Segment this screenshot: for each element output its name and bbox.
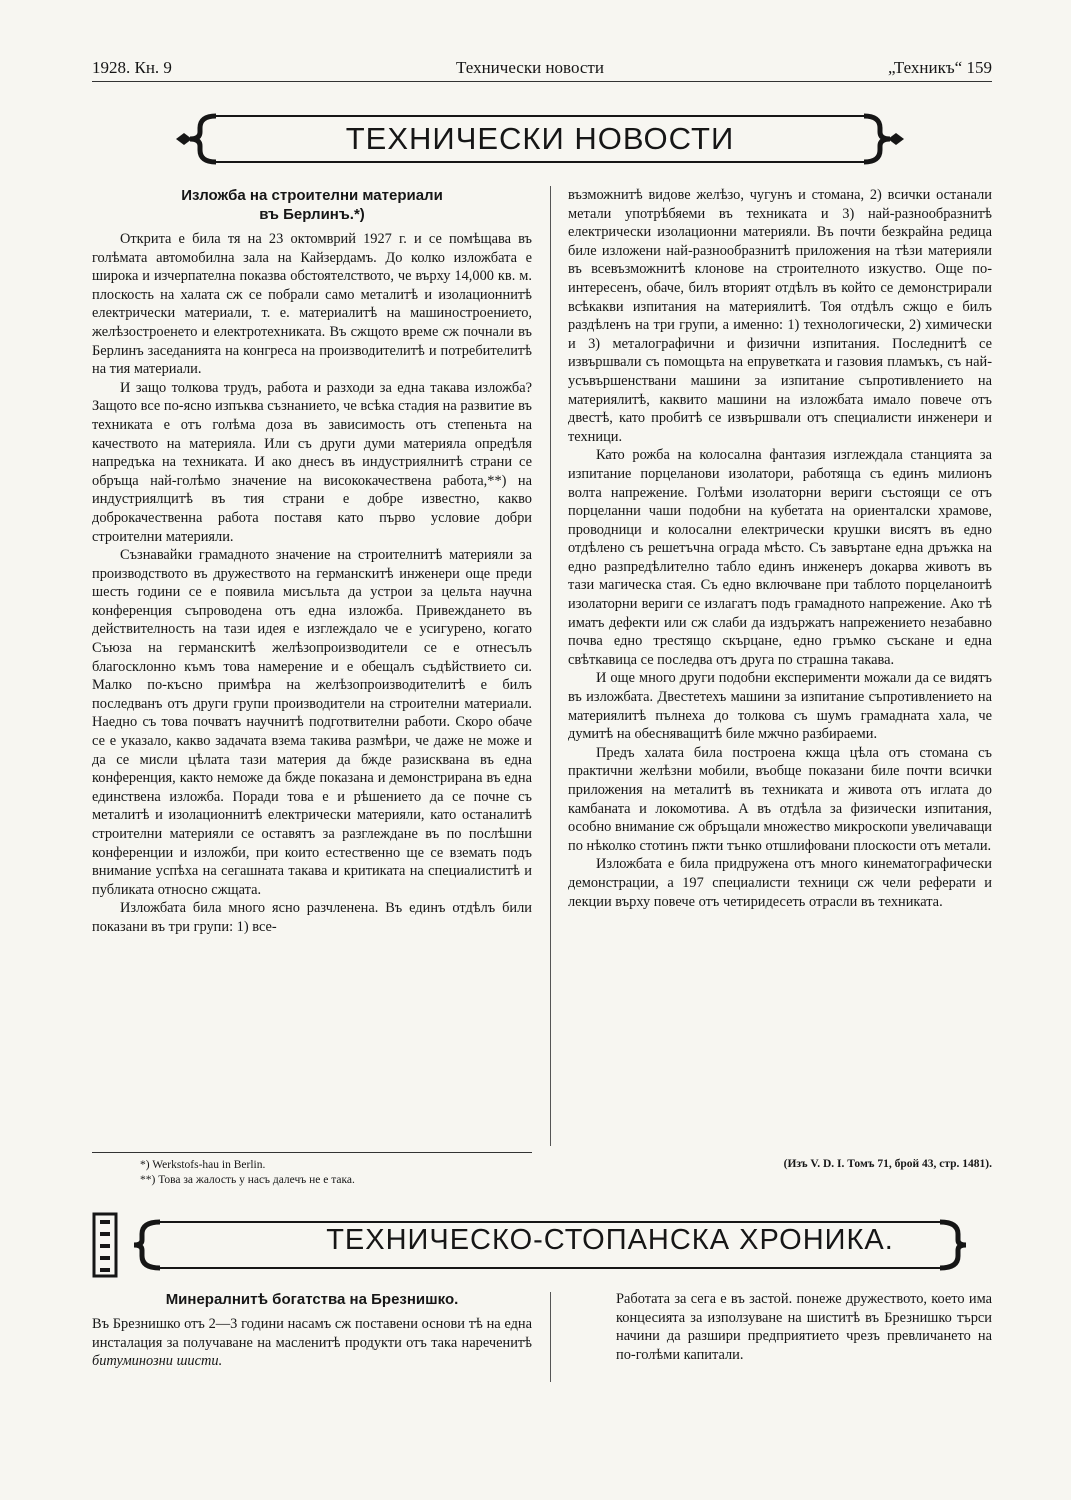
article-left-column	[92, 186, 532, 937]
article-title	[92, 186, 532, 224]
article2-left-text: Въ Брезнишко отъ 2—3 години насамъ сж поставени основи тѣ на една инсталация за получаване на масленитѣ продукти отъ така нареченитѣ	[92, 1316, 532, 1351]
column-divider-2	[550, 1292, 551, 1382]
article2-left-column	[92, 1290, 532, 1371]
article-title-line-2: въ Берлинъ.*)	[259, 206, 365, 223]
paragraph: Като рожба на колосална фантазия изглеждала станцията за изпитание порцеланови изолатори, работяща съ единъ милионъ волта напрежение. Голѣми изолаторни вериги състоящи се отъ порцеланни чаши подобни на кубетата на ориенталски храмове, проводници и колосални електрически крушки висятъ въ едно отдѣлено съ решетъчна ограда мѣсто. Съ завъртане една дръжка на едно разпредѣлително табло единъ инженеръ докарва животъ въ тази магическа стая. Съ едно включване при таблото порцеланоитѣ изолаторни вериги се излагатъ подъ грамадното напрежение. Ако тѣ иматъ дефекти или сж слаби да издържатъ напрежението незабавно почва едно трестящо скърцане, едно гръмко съскане и една свѣткавица се последва отъ друга по страшна такава.	[568, 447, 992, 668]
running-header	[92, 58, 992, 82]
paragraph: Предъ халата била построена кжща цѣла отъ стомана съ практични желѣзни мобили, въобще показани биле почти всички приложения на металитѣ въ техниката и живота отъ иглата до камбаната и локомотива. А въ отдѣла за физически изпитания, особно внимание сж обръщали множество микроскопи увеличаващи по нѣколко стотинъ пжти тънко отшлифовани плоскости отъ метали.	[568, 744, 992, 854]
column-divider	[550, 186, 551, 1146]
banner2-title: ТЕХНИЧЕСКО-СТОПАНСКА ХРОНИКА.	[326, 1224, 894, 1256]
article2-right-column	[616, 1290, 992, 1364]
paragraph: Открита е била тя на 23 октомврий 1927 г. и се помѣщава въ голѣмата автомобилна зала на Кайзердамъ. До колко изложбата е широка и изчерпателна показва обстоятелството, че върху 14,000 кв. м. плоскость на халата сж се побрали само металитѣ и изолационнитѣ електрически материали, т. е. материалитѣ на машиностроението, желѣзостроенето и електротехниката. Въ сжщото време сж почнали въ Берлинъ заседанията на конгреса на производителитѣ и потребителитѣ на тия материали.	[92, 231, 532, 378]
article2-left-italic: битуминозни шисти.	[92, 1353, 223, 1370]
article-title-line-1: Изложба на строителни материали	[181, 187, 443, 204]
footnote-1: *) Werkstofs-hau in Berlin.	[140, 1159, 266, 1171]
footnote-rule	[92, 1152, 532, 1153]
section-banner-chronicle	[90, 1210, 1010, 1280]
paragraph: Работата за сега е въ застой. понеже дружеството, което има концесията за използуване на шиститѣ въ Брезнишко търси начини да разшири предприятието чрезъ превличането на по-голѣми капитали.	[616, 1291, 992, 1363]
article-right-column	[568, 186, 992, 911]
header-journal-page: „Техникъ“ 159	[888, 58, 992, 77]
paragraph: Изложбата била много ясно разчленена. Въ единъ отдѣлъ били показани въ три групи: 1) все-	[92, 900, 532, 935]
section-banner-technical-news	[170, 110, 910, 168]
footnotes	[140, 1158, 550, 1188]
article-source: (Изъ V. D. I. Томъ 71, брой 43, стр. 1481).	[783, 1158, 992, 1170]
header-section: Технически новости	[456, 58, 604, 77]
paragraph: И още много други подобни експерименти можали да се видятъ въ изложбата. Двестетехъ машини за изпитание съпротивлението на материялитѣ пълнеха до толкова съ шумъ грамадната хала, че думитѣ на обесняващитѣ биле мжчно разбираеми.	[568, 670, 992, 743]
paragraph: възможнитѣ видове желѣзо, чугунъ и стомана, 2) всички останали метали употрѣбяеми въ техниката и 3) най-разнообразнитѣ електрически изолационни материяли. Въ почти безкрайна редица биле изложени най-разнообразнитѣ приложения на тѣзи материяли въ всевъзможнитѣ клонове на строителното изкуство. Още по-интересенъ, обаче, билъ вторият отдѣлъ въ който се демонстрирали всѣкакви изпитания на материялитѣ. Тоя отдѣлъ сжщо е билъ раздѣленъ на три групи, а именно: 1) технологически, 2) химически и 3) металографични и физични изпитания. Последнитѣ се извършвали съ помощьта на епруветката и газовия пламъкъ, съ най-усъвършенствани машини за изпитание съпротивлението на материялитѣ, каквито машини на изложбата имало повече отъ двестѣ, като пробитѣ се извършвали отъ специалисти инженери и техници.	[568, 187, 992, 445]
banner-title: ТЕХНИЧЕСКИ НОВОСТИ	[345, 121, 735, 156]
header-issue: 1928. Кн. 9	[92, 58, 172, 77]
paragraph: Изложбата е била придружена отъ много кинематографически демонстрации, а 197 специалисти техници сж чели реферати и лекции върху повече отъ четиридесеть отрасли въ техниката.	[568, 856, 992, 910]
footnote-2: **) Това за жалость у насъ далечъ не е така.	[140, 1174, 355, 1186]
paragraph: Съзнавайки грамадното значение на строителнитѣ материяли за производството въ дружеството на германскитѣ инженери още преди шесть години се е появила мисъльта да устрои за цельта научна конференция съпроводена отъ една изложба. Привеждането въ действителность на тази идея е изглеждало че е усигурено, когато Съюза на германскитѣ желѣзопроизводители се е отнесълъ благосклонно къмъ това намерение и е обещалъ съдѣйствието си. Малко по-късно примѣра на желѣзопроизводителитѣ е билъ последванъ отъ други групи производители на строителни материали. Наедно съ това почватъ научнитѣ подготвителни работи. Скоро обаче се е указало, какво задачата взема такива размѣри, че даже не може и да се мисли цѣлата тази материя да бжде разисквана въ една конференция, както неможе да бжде показана и демонстрирана въ една единствена изложба. Поради това е и рѣшението да се почне съ металитѣ и изолационнитѣ електрически материяли, като останалитѣ строителни материяли се оставятъ за разглеждане въ по послѣшни конференции и изложби, при които естественно ще се вземать подъ внимание успѣха на сегашната такава и критиката на специалиститѣ и публиката относно сжщата.	[92, 547, 532, 898]
paragraph: И защо толкова трудъ, работа и разходи за една такава изложба? Защото все по-ясно изпъква съзнанието, че всѣка стадия на развитие въ техниката е отъ голѣма доза въ зависимость отъ степеньта на качеството на материяла. Или съ други думи материяла опредѣля напредъка на техниката. И ако днесъ въ индустриялнитѣ страни се обръща най-голѣмо значение на висококачествена работа,**) на индустриялцитѣ въ тия страни е добре известно, какво доброкачественна работа поставя като първо условие добри строителни материяли.	[92, 379, 532, 545]
article2-title: Минералнитѣ богатства на Брезнишко.	[165, 1291, 459, 1308]
paragraph	[92, 1315, 532, 1371]
